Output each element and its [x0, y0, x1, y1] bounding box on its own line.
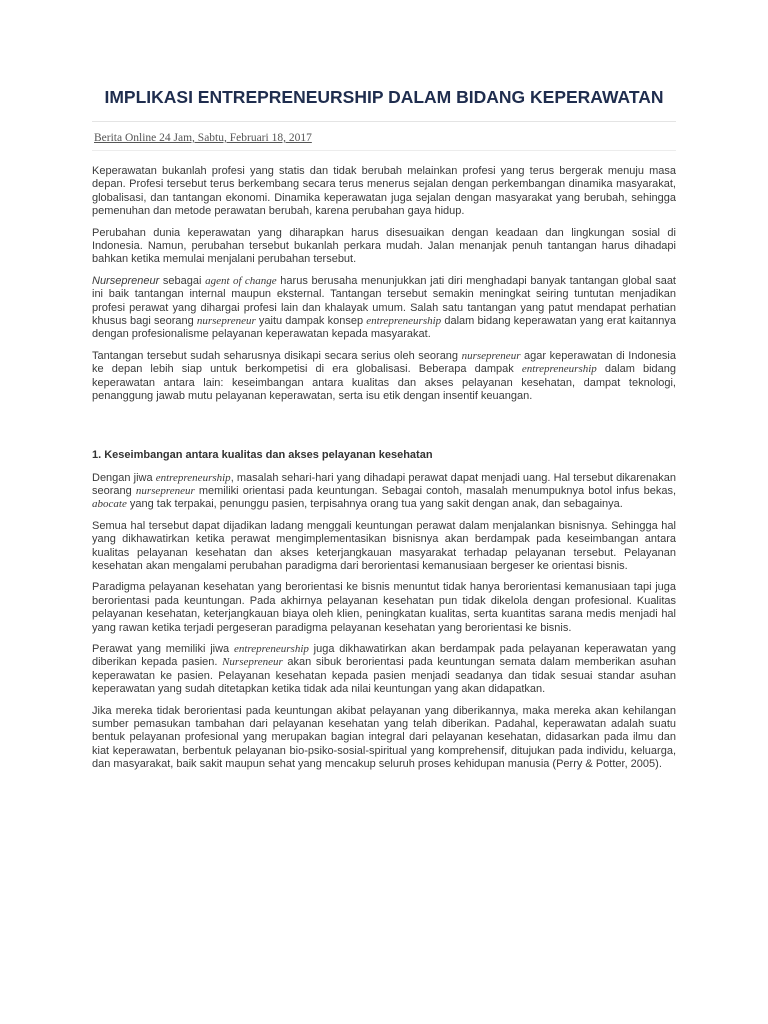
text-run: juga dikhawatirkan akan berdampak pada pelayanan keperawatan yang diberikan kepada pasien. — [92, 642, 677, 669]
text-run: agar keperawatan di Indonesia ke depan lebih siap untuk berkompetisi di era globalisasi. Beberapa dampak — [92, 349, 676, 376]
document-page — [92, 0, 676, 1024]
text-run: Perawat yang memiliki jiwa — [92, 642, 234, 655]
term-entrepreneurship: entrepreneurship — [233, 642, 309, 655]
section-1-paragraph-3: Paradigma pelayanan kesehatan yang berorientasi ke bisnis menuntut tidak hanya berorientasi kemanusiaan tapi juga berorientasi pada keuntungan. Pada akhirnya pelayanan kesehatan pun tidak dikelola dengan profesional. Kualitas pelayanan kesehatan, keterjangkauan biaya oleh klien, peningkatan kualitas, serta kuantitas sarana medis menjadi hal yang rawan ketika terjadi pergeseran paradigma pelayanan kesehatan yang berorientasi ke bisnis. — [92, 581, 676, 634]
term-entrepreneurship: entrepreneurship — [366, 315, 442, 328]
intro-paragraph-1: Keperawatan bukanlah profesi yang statis dan tidak berubah melainkan profesi yang terus bergerak menuju masa depan. Profesi tersebut terus berkembang secara terus menerus sejalan dengan perkembangan dinamika masyarakat, globalisasi, dan tantangan ekonomi. Dinamika keperawatan juga sejalan dengan masyarakat yang berubah, sehingga pemenuhan dan metode perawatan berubah, karena perubahan gaya hidup. — [92, 165, 676, 218]
section-1-paragraph-4 — [92, 643, 676, 697]
intro-paragraph-3 — [92, 275, 676, 342]
text-run: dalam bidang keperawatan antara lain: keseimbangan antara kualitas dan akses pelayanan kesehatan, dampat teknologi, penanggung jawab mutu pelayanan keperawatan, serta isu etik dengan insentif keuangan. — [92, 363, 676, 403]
text-run: yang tak terpakai, penunggu pasien, terpisahnya orang tua yang sakit dengan anak, dan sebagainya. — [126, 498, 623, 511]
intro-paragraph-2: Perubahan dunia keperawatan yang diharapkan harus disesuaikan dengan keadaan dan lingkungan sosial di Indonesia. Namun, perubahan tersebut bukanlah perkara mudah. Jalan menanjak penuh tantangan harus dihadapi bahkan ketika memulai menjalani perubahan tersebut. — [92, 226, 676, 266]
section-1-heading: 1. Keseimbangan antara kualitas dan akses pelayanan kesehatan — [92, 448, 433, 461]
term-entrepreneurship: entrepreneurship — [155, 471, 231, 484]
text-run: sebagai — [159, 274, 206, 287]
article-byline[interactable]: Berita Online 24 Jam, Sabtu, Februari 18, 2017 — [94, 132, 312, 144]
text-run: yaitu dampak konsep — [255, 315, 367, 328]
section-1-paragraph-1 — [92, 472, 676, 512]
term-nursepreneur: nursepreneur — [135, 484, 195, 497]
text-run: Dengan jiwa — [92, 471, 156, 484]
term-nursepreneur: nursepreneur — [196, 315, 256, 328]
term-nursepreneur: nursepreneur — [461, 349, 521, 362]
byline-divider — [92, 150, 676, 151]
section-1-paragraph-5: Jika mereka tidak berorientasi pada keuntungan akibat pelayanan yang diberikannya, maka mereka akan kehilangan sumber pemasukan tambahan dari pelayanan kesehatan yang telah diberikan. Padahal, keperawatan adalah suatu bentuk pelayanan profesional yang merupakan bagian integral dari pelayanan kesehatan, didasarkan pada ilmu dan kiat keperawatan, berbentuk pelayanan bio-psiko-sosial-spiritual yang komprehensif, ditujukan pada individu, keluarga, dan masyarakat, baik sakit maupun sehat yang mencakup seluruh proses kehidupan manusia (Perry & Potter, 2005). — [92, 704, 676, 771]
section-1-paragraph-2: Semua hal tersebut dapat dijadikan ladang menggali keuntungan perawat dalam menjalankan bisnisnya. Sehingga hal yang dikhawatirkan ketika perawat mengimplementasikan bisnisnya akan berdampak pada keseimbangan antara kualitas pelayanan kesehatan dan akses keterjangkauan masyarakat terhadap pelayanan tersebut. Pelayanan kesehatan akan mengalami perubahan paradigma dari berorientasi kemanusiaan bergeser ke orientasi bisnis. — [92, 519, 676, 572]
title-divider — [92, 121, 676, 122]
term-entrepreneurship: entrepreneurship — [521, 363, 597, 376]
text-run: memiliki orientasi pada keuntungan. Sebagai contoh, masalah menumpuknya botol infus bekas, — [194, 484, 676, 497]
term-agent-of-change: agent of change — [205, 274, 277, 287]
text-run: dalam bidang keperawatan yang erat kaitannya dengan profesionalisme pelayanan keperawatan kepada masyarakat. — [92, 315, 676, 341]
term-abocate: abocate — [92, 498, 127, 511]
text-run: akan sibuk berorientasi pada keuntungan semata dalam memberikan asuhan keperawatan ke pasien. Pelayanan kesehatan kepada pasien menjadi seadanya dan tidak sesuai standar asuhan keperawatan yang sudah ditetapkan ketika tidak ada nilai keuntungan yang akan didapatkan. — [92, 656, 677, 696]
term-nursepreneur: Nursepreneur — [92, 274, 160, 287]
term-nursepreneur: Nursepreneur — [222, 656, 283, 669]
intro-paragraph-4 — [92, 350, 676, 404]
text-run: , masalah sehari-hari yang dihadapi perawat dapat menjadi uang. Hal tersebut dikarenakan seorang — [92, 471, 676, 497]
article-title: IMPLIKASI ENTREPRENEURSHIP DALAM BIDANG KEPERAWATAN — [104, 87, 664, 107]
text-run: Tantangan tersebut sudah seharusnya disikapi secara serius oleh seorang — [92, 349, 462, 362]
text-run: harus berusaha menunjukkan jati diri menghadapi banyak tantangan global saat ini baik tantangan internal maupun eksternal. Tantangan tersebut semakin meningkat seiring tuntutan menjadikan profesi perawat yang dihargai profesi lain dan khalayak umum. Salah satu tantangan yang patut mendapat perhatian khusus bagi seorang — [92, 274, 676, 328]
